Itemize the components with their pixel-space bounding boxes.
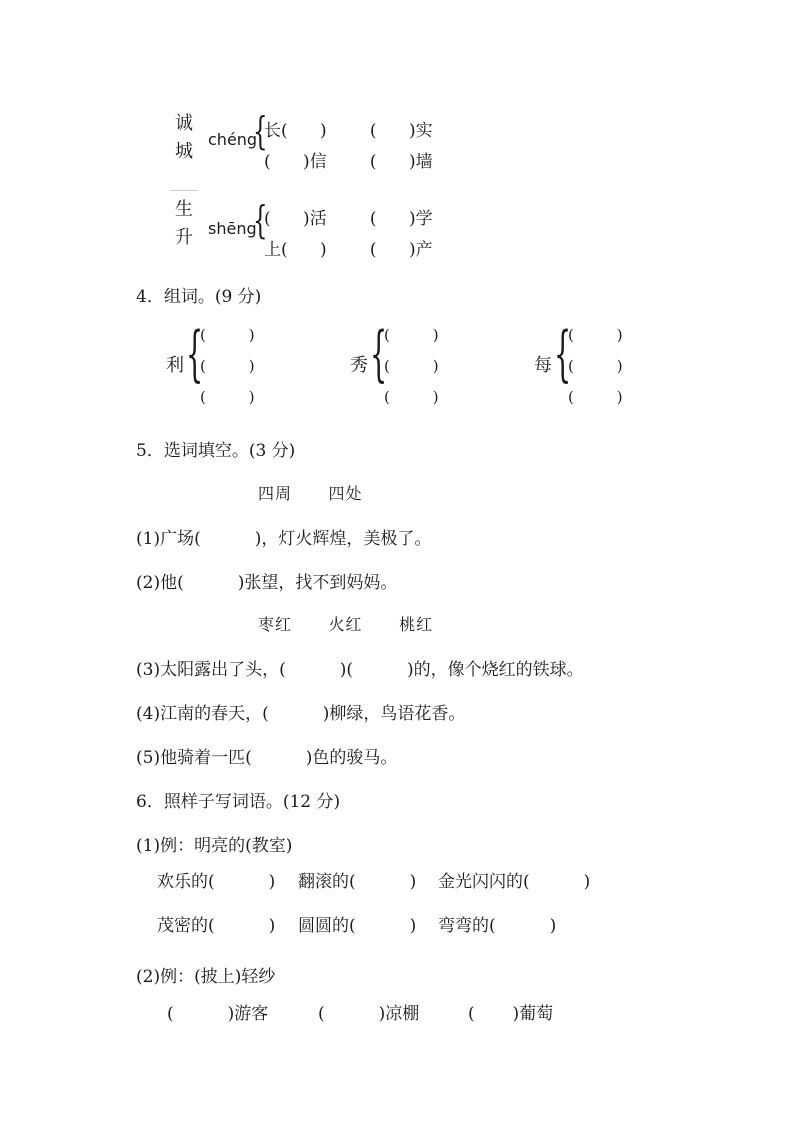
char-sheng-2: 升: [175, 227, 193, 248]
blank: ( ): [568, 357, 623, 375]
word-choices-1: 四周 四处: [258, 484, 363, 503]
fill-sentence-5: (5)他骑着一匹( )色的骏马。: [136, 748, 398, 768]
brace: {: [253, 198, 268, 242]
word-pair: 上( ) ( )产: [264, 240, 433, 260]
divider: [170, 190, 198, 191]
word-pair: ( )活 ( )学: [264, 209, 433, 229]
blank: ( ): [200, 388, 255, 406]
homophone-chars: [170, 110, 198, 166]
blank: ( ): [384, 326, 439, 344]
homophone-chars: [170, 196, 198, 252]
fill-sentence-2: (2)他( )张望，找不到妈妈。: [136, 573, 398, 593]
blank: ( ): [384, 357, 439, 375]
phrase-blank: 欢乐的( ): [157, 872, 276, 892]
phrase-blank: 翻滚的( ): [298, 872, 417, 892]
char-cheng-1: 诚: [175, 113, 193, 134]
brace: {: [554, 319, 572, 389]
phrase-blank: ( )游客: [167, 1004, 269, 1024]
blank: ( ): [200, 357, 255, 375]
phrase-blank: 弯弯的( ): [438, 916, 557, 936]
brace: {: [370, 319, 388, 389]
example-2: (2)例：(披上)轻纱: [136, 967, 276, 987]
pinyin: chéng: [208, 130, 258, 149]
brace: {: [253, 109, 268, 153]
char-sheng-1: 生: [175, 199, 193, 220]
word-pair: 长( ) ( )实: [264, 121, 433, 141]
char-cheng-2: 城: [175, 141, 193, 162]
phrase-blank: ( )凉棚: [318, 1004, 420, 1024]
pinyin: shēng: [208, 219, 257, 238]
blank: ( ): [200, 326, 255, 344]
stem-char: 秀: [350, 355, 368, 376]
section-4-heading: 4．组词。(9 分): [136, 287, 262, 307]
example-1: (1)例：明亮的(教室): [136, 836, 293, 856]
blank: ( ): [568, 388, 623, 406]
phrase-blank: 茂密的( ): [157, 916, 276, 936]
section-6-heading: 6．照样子写词语。(12 分): [136, 792, 341, 812]
stem-char: 每: [534, 355, 552, 376]
fill-sentence-1: (1)广场( )，灯火辉煌，美极了。: [136, 529, 432, 549]
fill-sentence-4: (4)江南的春天，( )柳绿，鸟语花香。: [136, 704, 466, 724]
stem-char: 利: [166, 355, 184, 376]
phrase-blank: 金光闪闪的( ): [438, 872, 591, 892]
phrase-blank: 圆圆的( ): [298, 916, 417, 936]
word-choices-2: 枣红 火红 桃红: [258, 615, 434, 634]
section-5-heading: 5．选词填空。(3 分): [136, 441, 296, 461]
fill-sentence-3: (3)太阳露出了头，( )( )的，像个烧红的铁球。: [136, 660, 584, 680]
phrase-blank: ( )葡萄: [468, 1004, 554, 1024]
brace: {: [186, 319, 204, 389]
blank: ( ): [568, 326, 623, 344]
word-pair: ( )信 ( )墙: [264, 152, 433, 172]
blank: ( ): [384, 388, 439, 406]
